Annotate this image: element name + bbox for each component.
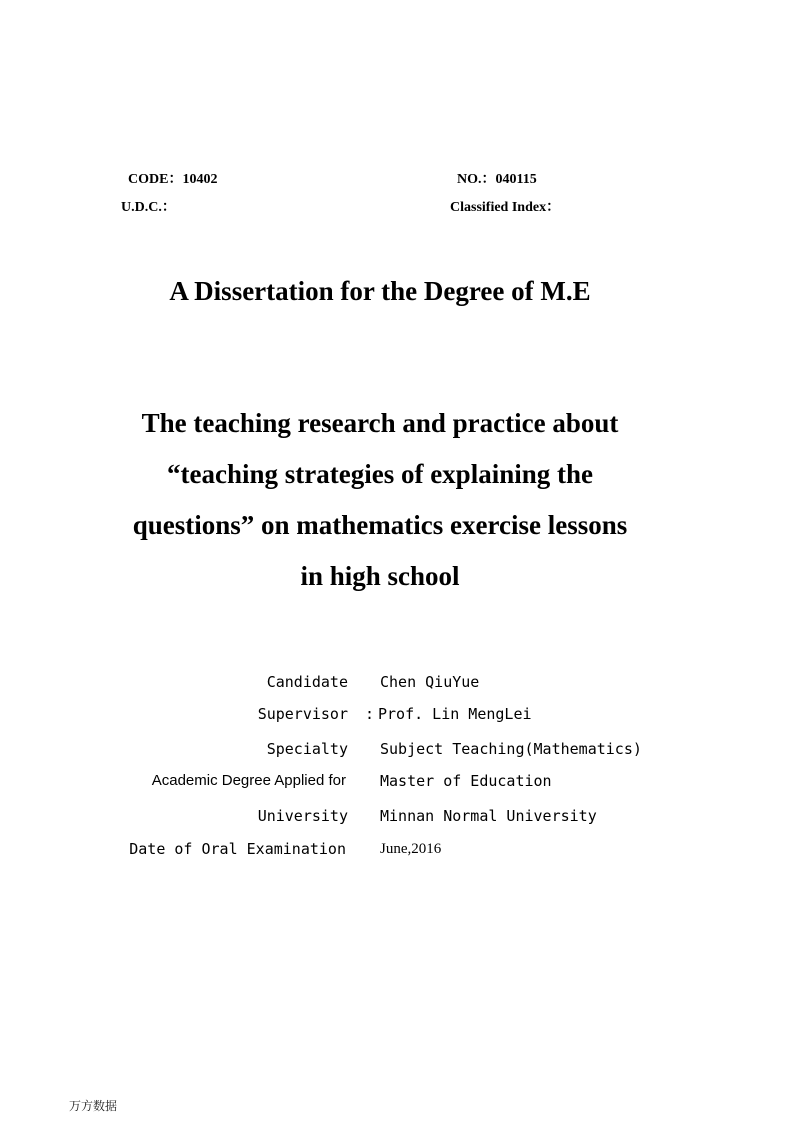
footer-watermark: 万方数据 (69, 1099, 118, 1113)
specialty-value: Subject Teaching(Mathematics) (380, 740, 642, 758)
supervisor-colon: : (365, 705, 375, 723)
specialty-label: Specialty (266, 740, 348, 758)
code-field: CODE：10402 (128, 172, 218, 187)
degree-title: A Dissertation for the Degree of M.E (169, 276, 591, 306)
supervisor-value: Prof. Lin MengLei (378, 705, 532, 723)
academic-degree-label: Academic Degree Applied for (151, 772, 346, 789)
number-field: NO.：040115 (457, 172, 537, 187)
thesis-title-line-3: questions” on mathematics exercise lessons (132, 510, 628, 540)
university-value: Minnan Normal University (380, 807, 597, 825)
thesis-title-line-1: The teaching research and practice about (141, 408, 619, 438)
candidate-label: Candidate (266, 673, 348, 691)
thesis-title-line-2: “teaching strategies of explaining the (167, 459, 593, 489)
classified-index-field: Classified Index： (450, 200, 561, 215)
academic-degree-value: Master of Education (380, 772, 552, 790)
oral-exam-date-value: June,2016 (380, 841, 442, 857)
udc-field: U.D.C.： (121, 200, 176, 215)
supervisor-label: Supervisor (257, 705, 348, 723)
oral-exam-date-label: Date of Oral Examination (129, 840, 346, 858)
university-label: University (257, 807, 348, 825)
thesis-title-line-4: in high school (300, 561, 460, 591)
candidate-value: Chen QiuYue (380, 673, 480, 691)
